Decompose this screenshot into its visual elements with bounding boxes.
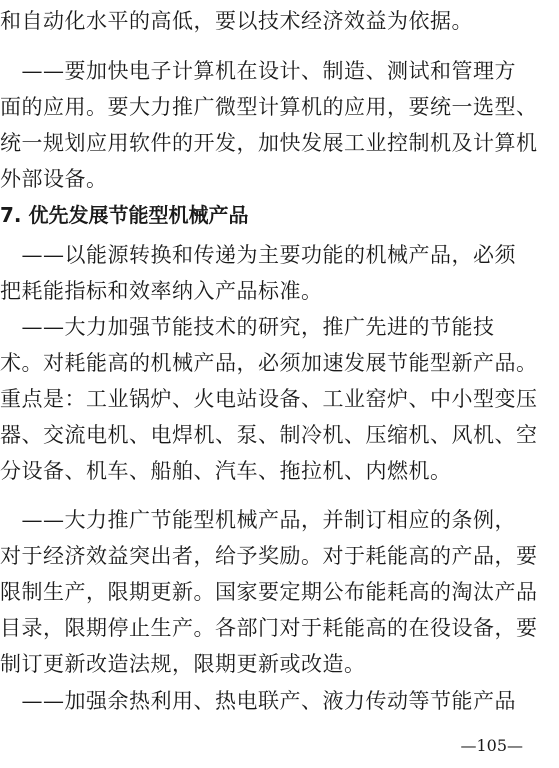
text-line-9: ——大力加强节能技术的研究，推广先进的节能技	[0, 315, 495, 339]
text-line-7: ——以能源转换和传递为主要功能的机械产品，必须	[0, 243, 516, 267]
text-line-4: 统一规划应用软件的开发，加快发展工业控制机及计算机	[0, 131, 538, 155]
text-line-13: 分设备、机车、船舶、汽车、拖拉机、内燃机。	[0, 459, 452, 483]
text-line-12: 器、交流电机、电焊机、泵、制冷机、压缩机、风机、空	[0, 423, 538, 447]
text-line-3: 面的应用。要大力推广微型计算机的应用，要统一选型、	[0, 95, 538, 119]
text-line-10: 术。对耗能高的机械产品，必须加速发展节能型新产品。	[0, 351, 538, 375]
section-heading: 7. 优先发展节能型机械产品	[0, 203, 249, 227]
text-line-11: 重点是：工业锅炉、火电站设备、工业窑炉、中小型变压	[0, 387, 538, 411]
text-line-17: 目录，限期停止生产。各部门对于耗能高的在役设备，要	[0, 616, 538, 640]
text-line-8: 把耗能指标和效率纳入产品标准。	[0, 279, 323, 303]
text-line-16: 限制生产，限期更新。国家要定期公布能耗高的淘汰产品	[0, 580, 538, 604]
text-line-18: 制订更新改造法规，限期更新或改造。	[0, 652, 366, 676]
text-line-15: 对于经济效益突出者，给予奖励。对于耗能高的产品，要	[0, 544, 538, 568]
text-line-19: ——加强余热利用、热电联产、液力传动等节能产品	[0, 689, 516, 713]
text-line-14: ——大力推广节能型机械产品，并制订相应的条例，	[0, 508, 516, 532]
text-line-2: ——要加快电子计算机在设计、制造、测试和管理方	[0, 59, 516, 83]
page-number: —105—	[460, 736, 523, 755]
text-line-5: 外部设备。	[0, 167, 108, 191]
text-line-1: 和自动化水平的高低，要以技术经济效益为依据。	[0, 9, 473, 33]
